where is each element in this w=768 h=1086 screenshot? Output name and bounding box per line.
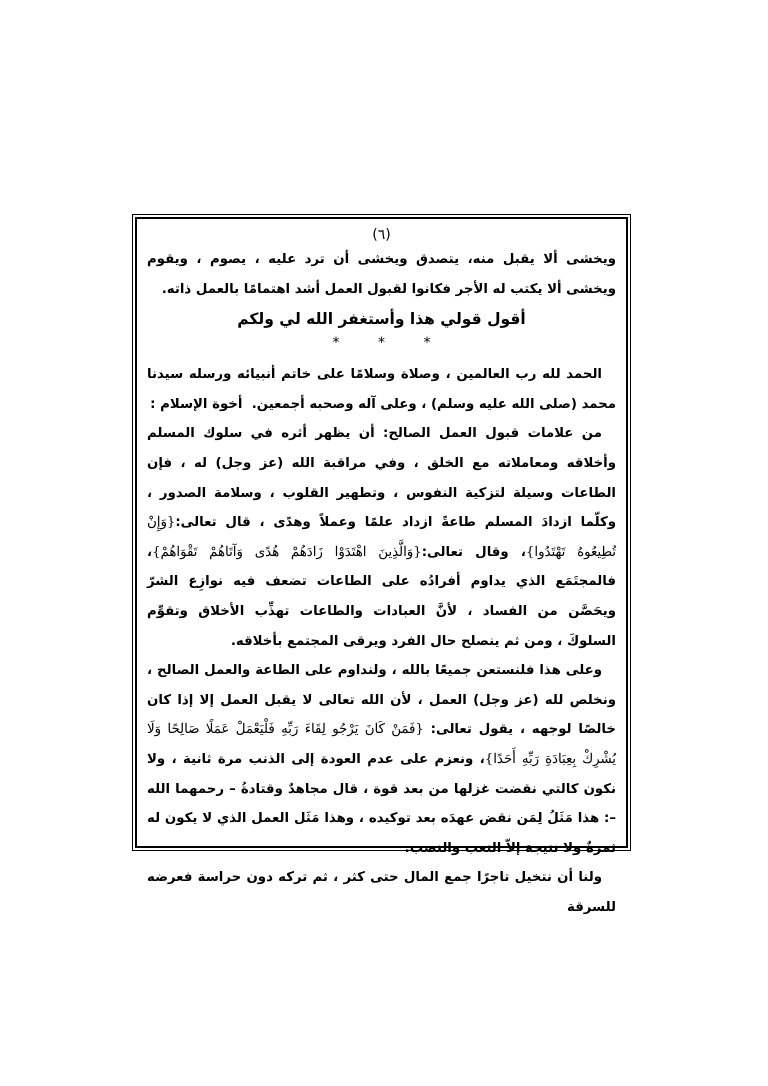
praise-text: الحمد لله رب العالمين ، وصلاة وسلامًا على خاتم أنبيائه ورسله سيدنا محمد (صلى الله عليه وسلم) ، وعلى آله وصحبه أجمعين. bbox=[147, 367, 616, 412]
quran-verse-1: {وَإِنْ تُطِيعُوهُ تَهْتَدُوا} bbox=[147, 515, 616, 560]
sincerity-text-a: وعلى هذا فلنستعن جميعًا بالله ، ولنداوم على الطاعة والعمل الصالح ، ونخلص لله (عز وجل) العمل ، لأن الله تعالى لا يقبل العمل إلا إذا كان خالصًا لوجهه ، يقول تعالى: bbox=[147, 663, 616, 738]
paragraph-merchant: ولنا أن نتخيل تاجرًا جمع المال حتى كثر ، ثم تركه دون حراسة فعرضه للسرقة bbox=[147, 870, 616, 915]
page-number: (٦) bbox=[372, 227, 391, 243]
separator-stars: * * * bbox=[332, 335, 431, 352]
paragraph-sincerity bbox=[147, 656, 616, 863]
paragraph-signs-of-acceptance bbox=[147, 419, 616, 656]
quran-verse-2: {وَالَّذِينَ اهْتَدَوْا زَادَهُمْ هُدًى وَآتَاهُمْ تَقْوَاهُمْ} bbox=[152, 544, 422, 560]
page-frame bbox=[135, 217, 628, 915]
signs-text-c: ، فالمجتَمَع الذي يداوم أفرادُه على الطاعات تضعف فيه نوازِع الشرّ ويحَصَّن من الفساد ، لأنَّ العبادات والطاعات تهذِّب الأخلاق وتقوِّم السلوكَ ، ومن ثم ينصلح حال الفرد ويرقى المجتمع بأخلاقه. bbox=[147, 544, 616, 649]
signs-text-b: ، وقال تعالى: bbox=[421, 544, 526, 560]
paragraph-continuation: ويخشى ألا يقبل منه، يتصدق ويخشى أن ترد عليه ، يصوم ، ويقوم ويخشى ألا يكتب له الأجر فكانوا لقبول العمل أشد اهتمامًا بالعمل ذاته. bbox=[147, 252, 616, 297]
quran-verse-3: {فَمَنْ كَانَ يَرْجُو لِقَاءَ رَبِّهِ فَلْيَعْمَلْ عَمَلًا صَالِحًا وَلَا يُشْرِكْ بِعِبَادَةِ رَبِّهِ أَحَدًا} bbox=[147, 722, 616, 767]
paragraph-praise bbox=[147, 360, 616, 419]
brotherhood-label: أخوة الإسلام : bbox=[150, 396, 243, 412]
sincerity-text-b: ، ونعزم على عدم العودة إلى الذنب مرة ثانية ، ولا نكون كالتي نقضت غزلها من بعد قوة ، قال مجاهدٌ وقتادةُ – رحمهما الله –: هذا مَثَلُ لِمَن نقض عهدَه بعد توكيده ، وهذا مَثَل العمل الذي لا يكون له ثمرةٌ ولا نتيجة إلاّ التعب والنصب. bbox=[147, 751, 616, 856]
page-content bbox=[147, 227, 616, 915]
signs-text-a: من علامات قبول العمل الصالح: أن يظهر أثره في سلوك المسلم وأخلاقه ومعاملاته مع الخلق ، وفي مراقبة الله (عز وجل) له ، فإن الطاعات وسيلة لتزكية النفوس ، وتطهير القلوب ، وسلامة الصدور ، وكلّما ازدادَ المسلم طاعةً ازداد علمًا وعملاً وهدًى ، قال تعالى: bbox=[147, 426, 616, 531]
section-heading: أقول قولي هذا وأستغفر الله لي ولكم bbox=[237, 310, 526, 329]
